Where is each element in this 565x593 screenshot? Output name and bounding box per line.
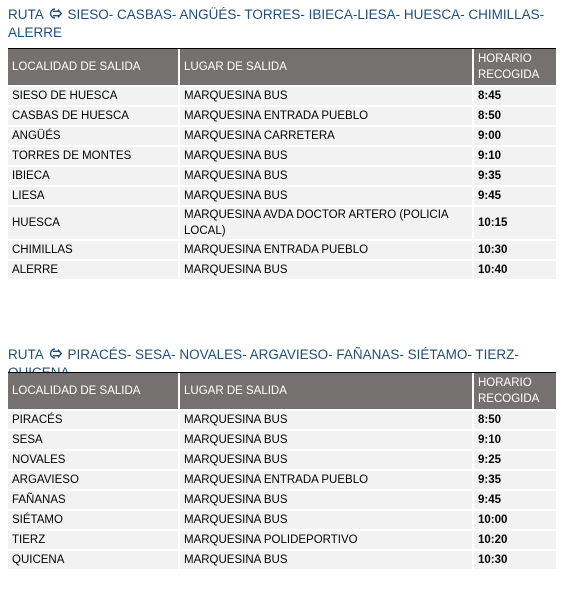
cell-time: 9:10 bbox=[472, 145, 556, 165]
cell-place: MARQUESINA BUS bbox=[178, 85, 472, 105]
cell-time: 10:40 bbox=[472, 259, 556, 279]
cell-place: MARQUESINA BUS bbox=[178, 489, 472, 509]
cell-locality: TIERZ bbox=[8, 529, 178, 549]
cell-locality: CHIMILLAS bbox=[8, 239, 178, 259]
table-row bbox=[8, 239, 556, 259]
cell-time: 9:35 bbox=[472, 165, 556, 185]
cell-time: 9:45 bbox=[472, 489, 556, 509]
route-2-table bbox=[8, 372, 556, 569]
table-row bbox=[8, 259, 556, 279]
table-row bbox=[8, 509, 556, 529]
table-row bbox=[8, 145, 556, 165]
cell-time: 10:30 bbox=[472, 239, 556, 259]
cell-locality: SIESO DE HUESCA bbox=[8, 85, 178, 105]
table-row bbox=[8, 85, 556, 105]
column-header-place: LUGAR DE SALIDA bbox=[178, 49, 472, 85]
cell-locality: CASBAS DE HUESCA bbox=[8, 105, 178, 125]
cell-place: MARQUESINA CARRETERA bbox=[178, 125, 472, 145]
cell-place: MARQUESINA BUS bbox=[178, 165, 472, 185]
cell-place: MARQUESINA BUS bbox=[178, 409, 472, 429]
cell-locality: SESA bbox=[8, 429, 178, 449]
route-1-title bbox=[8, 6, 560, 42]
cell-locality: ALERRE bbox=[8, 259, 178, 279]
table-row bbox=[8, 185, 556, 205]
route-1-table bbox=[8, 48, 556, 279]
table-row bbox=[8, 205, 556, 239]
cell-place: MARQUESINA ENTRADA PUEBLO bbox=[178, 239, 472, 259]
cell-locality: NOVALES bbox=[8, 449, 178, 469]
route-2-stops: PIRACÉS- SESA- NOVALES- ARGAVIESO- FAÑANAS- SIÉTAMO- TIERZ- bbox=[67, 347, 519, 362]
column-header-locality: LOCALIDAD DE SALIDA bbox=[8, 49, 178, 85]
cell-time: 10:15 bbox=[472, 205, 556, 239]
cell-locality: FAÑANAS bbox=[8, 489, 178, 509]
cell-place: MARQUESINA BUS bbox=[178, 509, 472, 529]
cell-place: MARQUESINA AVDA DOCTOR ARTERO (POLICIA LOCAL) bbox=[178, 205, 472, 239]
cell-locality: IBIECA bbox=[8, 165, 178, 185]
cell-time: 9:45 bbox=[472, 185, 556, 205]
table-row bbox=[8, 529, 556, 549]
cell-place: MARQUESINA BUS bbox=[178, 145, 472, 165]
cell-locality: TORRES DE MONTES bbox=[8, 145, 178, 165]
route-1-stops: SIESO- CASBAS- ANGÜÉS- TORRES- IBIECA-LIESA- HUESCA- CHIMILLAS- ALERRE bbox=[8, 7, 545, 40]
cell-locality: HUESCA bbox=[8, 205, 178, 239]
table-row bbox=[8, 105, 556, 125]
column-header-locality: LOCALIDAD DE SALIDA bbox=[8, 373, 178, 409]
table-row bbox=[8, 429, 556, 449]
circled-right-arrow-icon bbox=[49, 6, 62, 24]
cell-place: MARQUESINA ENTRADA PUEBLO bbox=[178, 105, 472, 125]
cell-place: MARQUESINA ENTRADA PUEBLO bbox=[178, 469, 472, 489]
cell-place: MARQUESINA BUS bbox=[178, 449, 472, 469]
cell-locality: PIRACÉS bbox=[8, 409, 178, 429]
circled-right-arrow-icon bbox=[49, 346, 62, 364]
table-header-row bbox=[8, 373, 556, 409]
cell-locality: ANGÜÉS bbox=[8, 125, 178, 145]
table-row bbox=[8, 489, 556, 509]
cell-time: 9:35 bbox=[472, 469, 556, 489]
cell-place: MARQUESINA BUS bbox=[178, 429, 472, 449]
table-row bbox=[8, 469, 556, 489]
cell-time: 10:30 bbox=[472, 549, 556, 569]
cell-locality: SIÉTAMO bbox=[8, 509, 178, 529]
cell-time: 8:50 bbox=[472, 105, 556, 125]
cell-time: 8:50 bbox=[472, 409, 556, 429]
cell-time: 10:20 bbox=[472, 529, 556, 549]
table-row bbox=[8, 125, 556, 145]
cell-place: MARQUESINA BUS bbox=[178, 549, 472, 569]
cell-locality: ARGAVIESO bbox=[8, 469, 178, 489]
column-header-time: HORARIO RECOGIDA bbox=[472, 49, 556, 85]
table-row bbox=[8, 449, 556, 469]
cell-locality: LIESA bbox=[8, 185, 178, 205]
cell-time: 10:00 bbox=[472, 509, 556, 529]
table-row bbox=[8, 409, 556, 429]
cell-time: 8:45 bbox=[472, 85, 556, 105]
cell-place: MARQUESINA BUS bbox=[178, 259, 472, 279]
cell-time: 9:25 bbox=[472, 449, 556, 469]
cell-time: 9:10 bbox=[472, 429, 556, 449]
cell-locality: QUICENA bbox=[8, 549, 178, 569]
table-row bbox=[8, 165, 556, 185]
column-header-place: LUGAR DE SALIDA bbox=[178, 373, 472, 409]
cell-place: MARQUESINA BUS bbox=[178, 185, 472, 205]
table-header-row bbox=[8, 49, 556, 85]
table-row bbox=[8, 549, 556, 569]
route-2-prefix: RUTA bbox=[8, 347, 44, 362]
cell-time: 9:00 bbox=[472, 125, 556, 145]
route-1-prefix: RUTA bbox=[8, 7, 44, 22]
column-header-time: HORARIO RECOGIDA bbox=[472, 373, 556, 409]
cell-place: MARQUESINA POLIDEPORTIVO bbox=[178, 529, 472, 549]
